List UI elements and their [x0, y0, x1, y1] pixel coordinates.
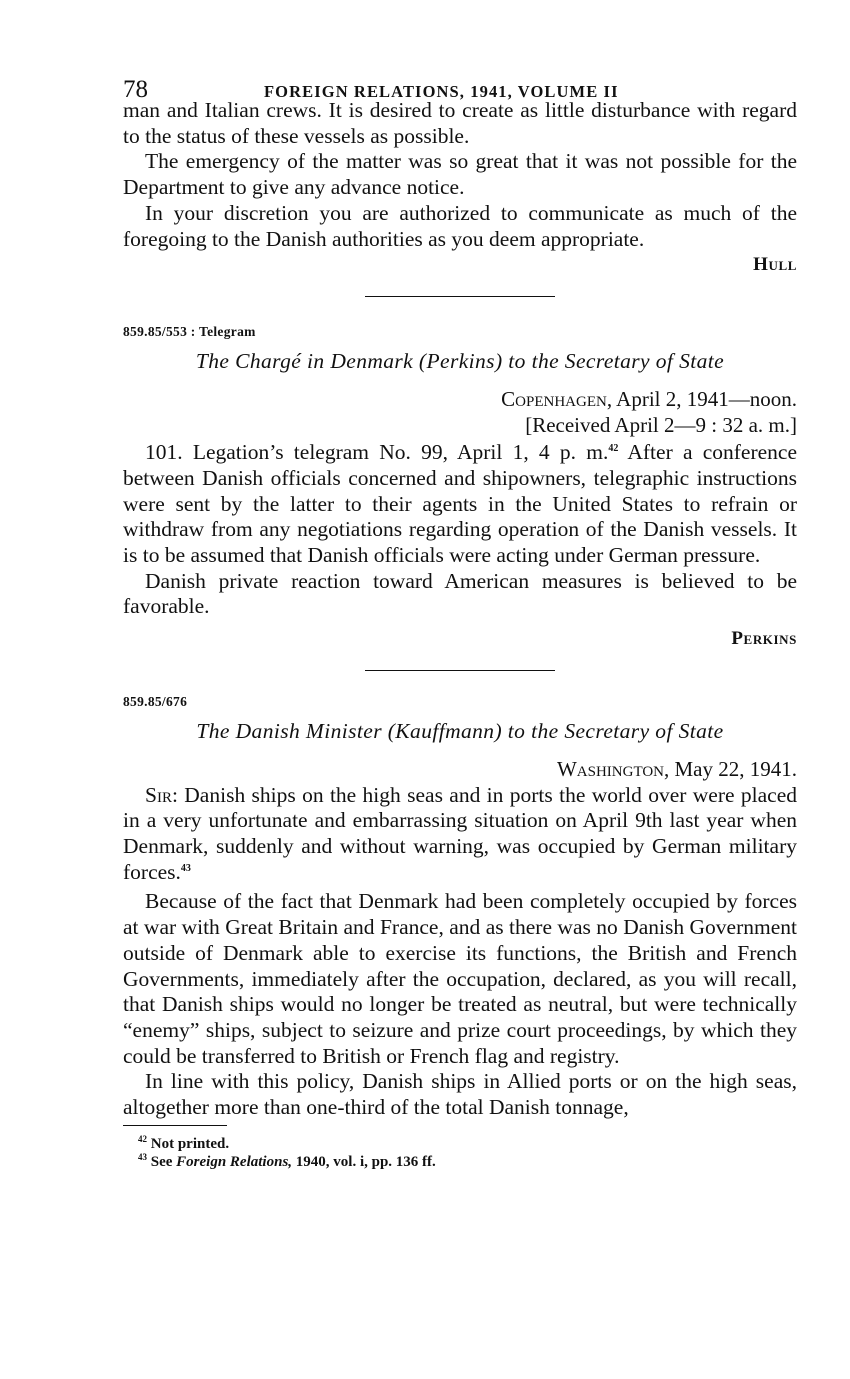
- document-title: The Chargé in Denmark (Perkins) to the Secretary of State: [195, 349, 725, 374]
- paragraph-text: 101. Legation’s telegram No. 99, April 1, 4 p. m.: [145, 440, 609, 465]
- signature: Perkins: [731, 628, 797, 650]
- footnotes: [123, 1135, 797, 1172]
- footnote-ref: 42: [608, 443, 619, 455]
- body-paragraph: [123, 440, 797, 569]
- footnote: [123, 1153, 797, 1172]
- body-paragraph: In your discretion you are authorized to communicate as much of the foregoing to the Danish authorities as you deem appropriate.: [123, 200, 797, 251]
- body-paragraph: The emergency of the matter was so great that it was not possible for the Department to give any advance notice.: [123, 149, 797, 200]
- footnote: [123, 1135, 797, 1154]
- paragraph-text: Danish ships on the high seas and in ports the world over were placed in a very unfortunate and embarrassing situation on April 9th last year when Denmark, suddenly and without warning, was occupied by German military forces.: [123, 782, 797, 884]
- dateline-date: May 22, 1941.: [674, 757, 797, 782]
- file-reference: 859.85/676: [123, 694, 188, 710]
- paragraph-text: After a conference between Danish officials concerned and shipowners, telegraphic instructions were sent by the latter to their agents in the United States to refrain or withdraw from any negotiations regarding operation of the Danish vessels. It is to be assumed that Danish officials were acting under German pressure.: [123, 440, 797, 568]
- dateline-place: Copenhagen,: [501, 387, 613, 412]
- document-telegram: [123, 323, 797, 651]
- dateline-place: Washington,: [556, 757, 670, 782]
- dateline-date: April 2, 1941—noon.: [616, 387, 797, 412]
- footnote-mark: 43: [138, 1152, 147, 1163]
- footnote-text: Not printed.: [150, 1135, 230, 1152]
- footnote-text: See: [150, 1154, 177, 1171]
- carryover-section: [123, 98, 797, 277]
- footnote-text: 1940, vol. i, pp. 136 ff.: [292, 1154, 436, 1171]
- signature: Hull: [753, 254, 797, 276]
- body-paragraph: Danish private reaction toward American measures is believed to be favorable.: [123, 568, 797, 619]
- body-paragraph: Because of the fact that Denmark had been completely occupied by forces at war with Great Britain and France, and as there was no Danish Government outside of Denmark able to exercise its functions, the British and French Governments, immediately after the occupation, declared, as you will recall, that Danish ships would no longer be treated as neutral, but were technically “enemy” ships, subject to seizure and prize court proceedings, by which they could be transferred to British or French flag and registry.: [123, 889, 797, 1068]
- document-title: The Danish Minister (Kauffmann) to the Secretary of State: [196, 719, 724, 744]
- footnote-mark: 42: [138, 1133, 147, 1144]
- file-reference: 859.85/553 : Telegram: [123, 324, 256, 340]
- body-paragraph: In line with this policy, Danish ships in Allied ports or on the high seas, altogether more than one-third of the total Danish tonnage,: [123, 1069, 797, 1120]
- running-head: [123, 76, 797, 110]
- salutation: Sir:: [145, 782, 178, 807]
- section-divider: [365, 296, 555, 297]
- document-page: [123, 76, 797, 1172]
- page-number: 78: [123, 76, 148, 103]
- footnote-divider: [123, 1125, 227, 1126]
- body-paragraph: [123, 783, 797, 886]
- section-divider: [365, 670, 555, 671]
- dateline: [123, 387, 797, 413]
- document-letter: [123, 693, 797, 1121]
- running-title: FOREIGN RELATIONS, 1941, VOLUME II: [264, 82, 619, 101]
- received-line: [Received April 2—9 : 32 a. m.]: [525, 412, 797, 437]
- footnote-ref: 43: [180, 862, 191, 874]
- body-paragraph: man and Italian crews. It is desired to create as little disturbance with regard to the status of these vessels as possible.: [123, 98, 797, 148]
- dateline: [123, 757, 797, 783]
- footnote-citation: Foreign Relations,: [176, 1154, 293, 1171]
